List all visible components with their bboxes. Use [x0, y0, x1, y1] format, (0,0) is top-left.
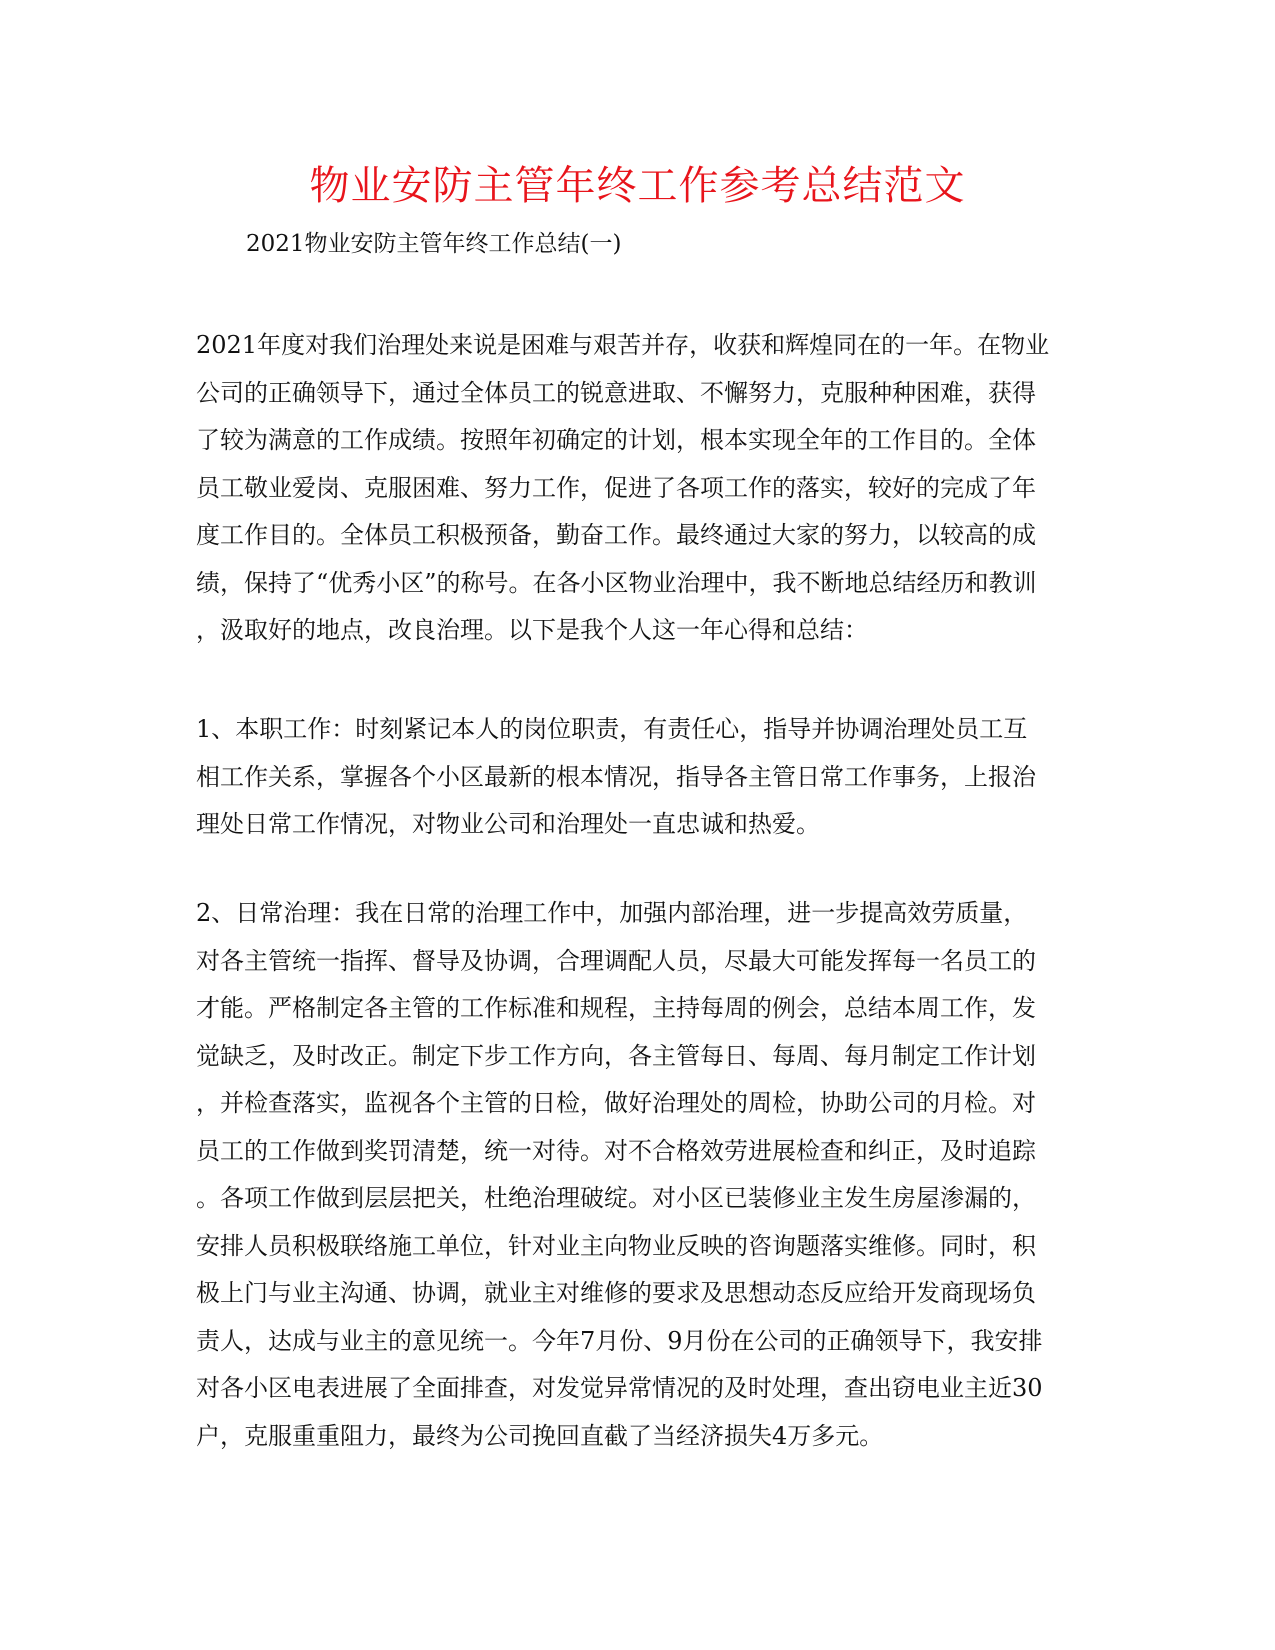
document-title: 物业安防主管年终工作参考总结范文 [309, 163, 966, 209]
text-line: ，并检查落实，监视各个主管的日检，做好治理处的周检，协助公司的月检。对 [196, 1089, 1036, 1117]
text-line: 才能。严格制定各主管的工作标准和规程，主持每周的例会，总结本周工作，发 [196, 994, 1036, 1022]
text-line: ，汲取好的地点，改良治理。以下是我个人这一年心得和总结： [196, 616, 868, 644]
text-line: 2021年度对我们治理处来说是困难与艰苦并存，收获和辉煌同在的一年。在物业 [196, 331, 1050, 359]
text-line: 觉缺乏，及时改正。制定下步工作方向，各主管每日、每周、每月制定工作计划 [196, 1041, 1036, 1070]
text-line: 绩，保持了“优秀小区”的称号。在各小区物业治理中，我不断地总结经历和教训 [196, 568, 1037, 597]
document-subtitle: 2021物业安防主管年终工作总结(一) [246, 231, 622, 257]
text-line: 了较为满意的工作成绩。按照年初确定的计划，根本实现全年的工作目的。全体 [196, 426, 1036, 454]
paragraph-duties [196, 706, 1076, 849]
text-line: 员工敬业爱岗、克服困难、努力工作，促进了各项工作的落实，较好的完成了年 [196, 473, 1036, 502]
text-line: 户，克服重重阻力，最终为公司挽回直截了当经济损失4万多元。 [196, 1421, 884, 1450]
text-line: 度工作目的。全体员工积极预备，勤奋工作。最终通过大家的努力，以较高的成 [196, 521, 1036, 549]
text-line: 员工的工作做到奖罚清楚，统一对待。对不合格效劳进展检查和纠正，及时追踪 [196, 1136, 1036, 1165]
text-line: 1、本职工作：时刻紧记本人的岗位职责，有责任心，指导并协调治理处员工互 [196, 715, 1028, 743]
paragraph-intro [196, 322, 1076, 655]
text-line: 极上门与业主沟通、协调，就业主对维修的要求及思想动态反应给开发商现场负 [196, 1279, 1036, 1307]
text-line: 对各主管统一指挥、督导及协调，合理调配人员，尽最大可能发挥每一名员工的 [196, 946, 1036, 975]
text-line: 安排人员积极联络施工单位，针对业主向物业反映的咨询题落实维修。同时，积 [196, 1231, 1036, 1260]
paragraph-daily-management [196, 890, 1076, 1460]
text-line: 责人，达成与业主的意见统一。今年7月份、9月份在公司的正确领导下，我安排 [196, 1326, 1043, 1355]
text-line: 。各项工作做到层层把关，杜绝治理破绽。对小区已装修业主发生房屋渗漏的， [196, 1184, 1036, 1212]
text-line: 理处日常工作情况，对物业公司和治理处一直忠诚和热爱。 [196, 810, 820, 838]
text-line: 公司的正确领导下，通过全体员工的锐意进取、不懈努力，克服种种困难，获得 [196, 378, 1036, 407]
text-line: 2、日常治理：我在日常的治理工作中，加强内部治理，进一步提高效劳质量， [196, 899, 1028, 927]
text-line: 相工作关系，掌握各个小区最新的根本情况，指导各主管日常工作事务，上报治 [196, 762, 1036, 791]
text-line: 对各小区电表进展了全面排查，对发觉异常情况的及时处理，查出窃电业主近30 [196, 1374, 1043, 1402]
